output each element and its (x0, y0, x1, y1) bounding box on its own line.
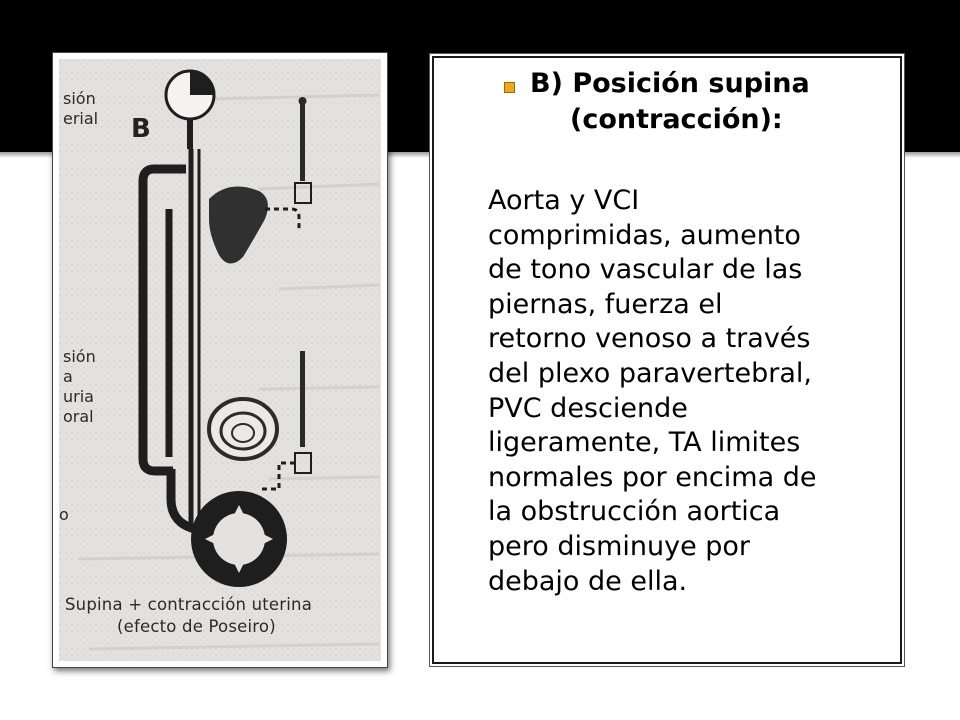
heading-line-1: B) Posición supina (530, 68, 810, 99)
bullet-marker (504, 82, 515, 93)
body-line: comprimidas, aumento (488, 219, 801, 251)
figure-caption-line1: Supina + contracción uterina (65, 595, 313, 614)
body-line: piernas, fuerza el (488, 288, 723, 320)
heading-line-2: (contracción): (570, 104, 783, 135)
body-line: retorno venoso a través (488, 323, 811, 355)
text-panel (432, 56, 902, 664)
body-line: normales por encima de (488, 461, 817, 493)
circulation-diagram (59, 59, 381, 661)
body-line: del plexo paravertebral, (488, 357, 812, 389)
figure-left-label-top: sión erial (63, 89, 99, 128)
uterus-shape (209, 399, 277, 459)
body-line: debajo de ella. (488, 565, 688, 597)
body-line: PVC desciende (488, 392, 688, 424)
body-line: la obstrucción aortica (488, 496, 781, 528)
body-line: ligeramente, TA limites (488, 427, 801, 459)
slide-body (488, 184, 888, 599)
figure-frame (52, 52, 388, 668)
figure-caption-line2: (efecto de Poseiro) (117, 617, 276, 636)
body-line: pero disminuye por (488, 530, 751, 562)
figure-left-label-mid: sión a uria oral (63, 347, 96, 426)
body-line: de tono vascular de las (488, 254, 803, 286)
body-line: Aorta y VCI (488, 185, 640, 216)
circulation-diagram-image (59, 59, 381, 661)
figure-letter: B (131, 114, 151, 144)
figure-left-label-low: o (59, 505, 69, 524)
